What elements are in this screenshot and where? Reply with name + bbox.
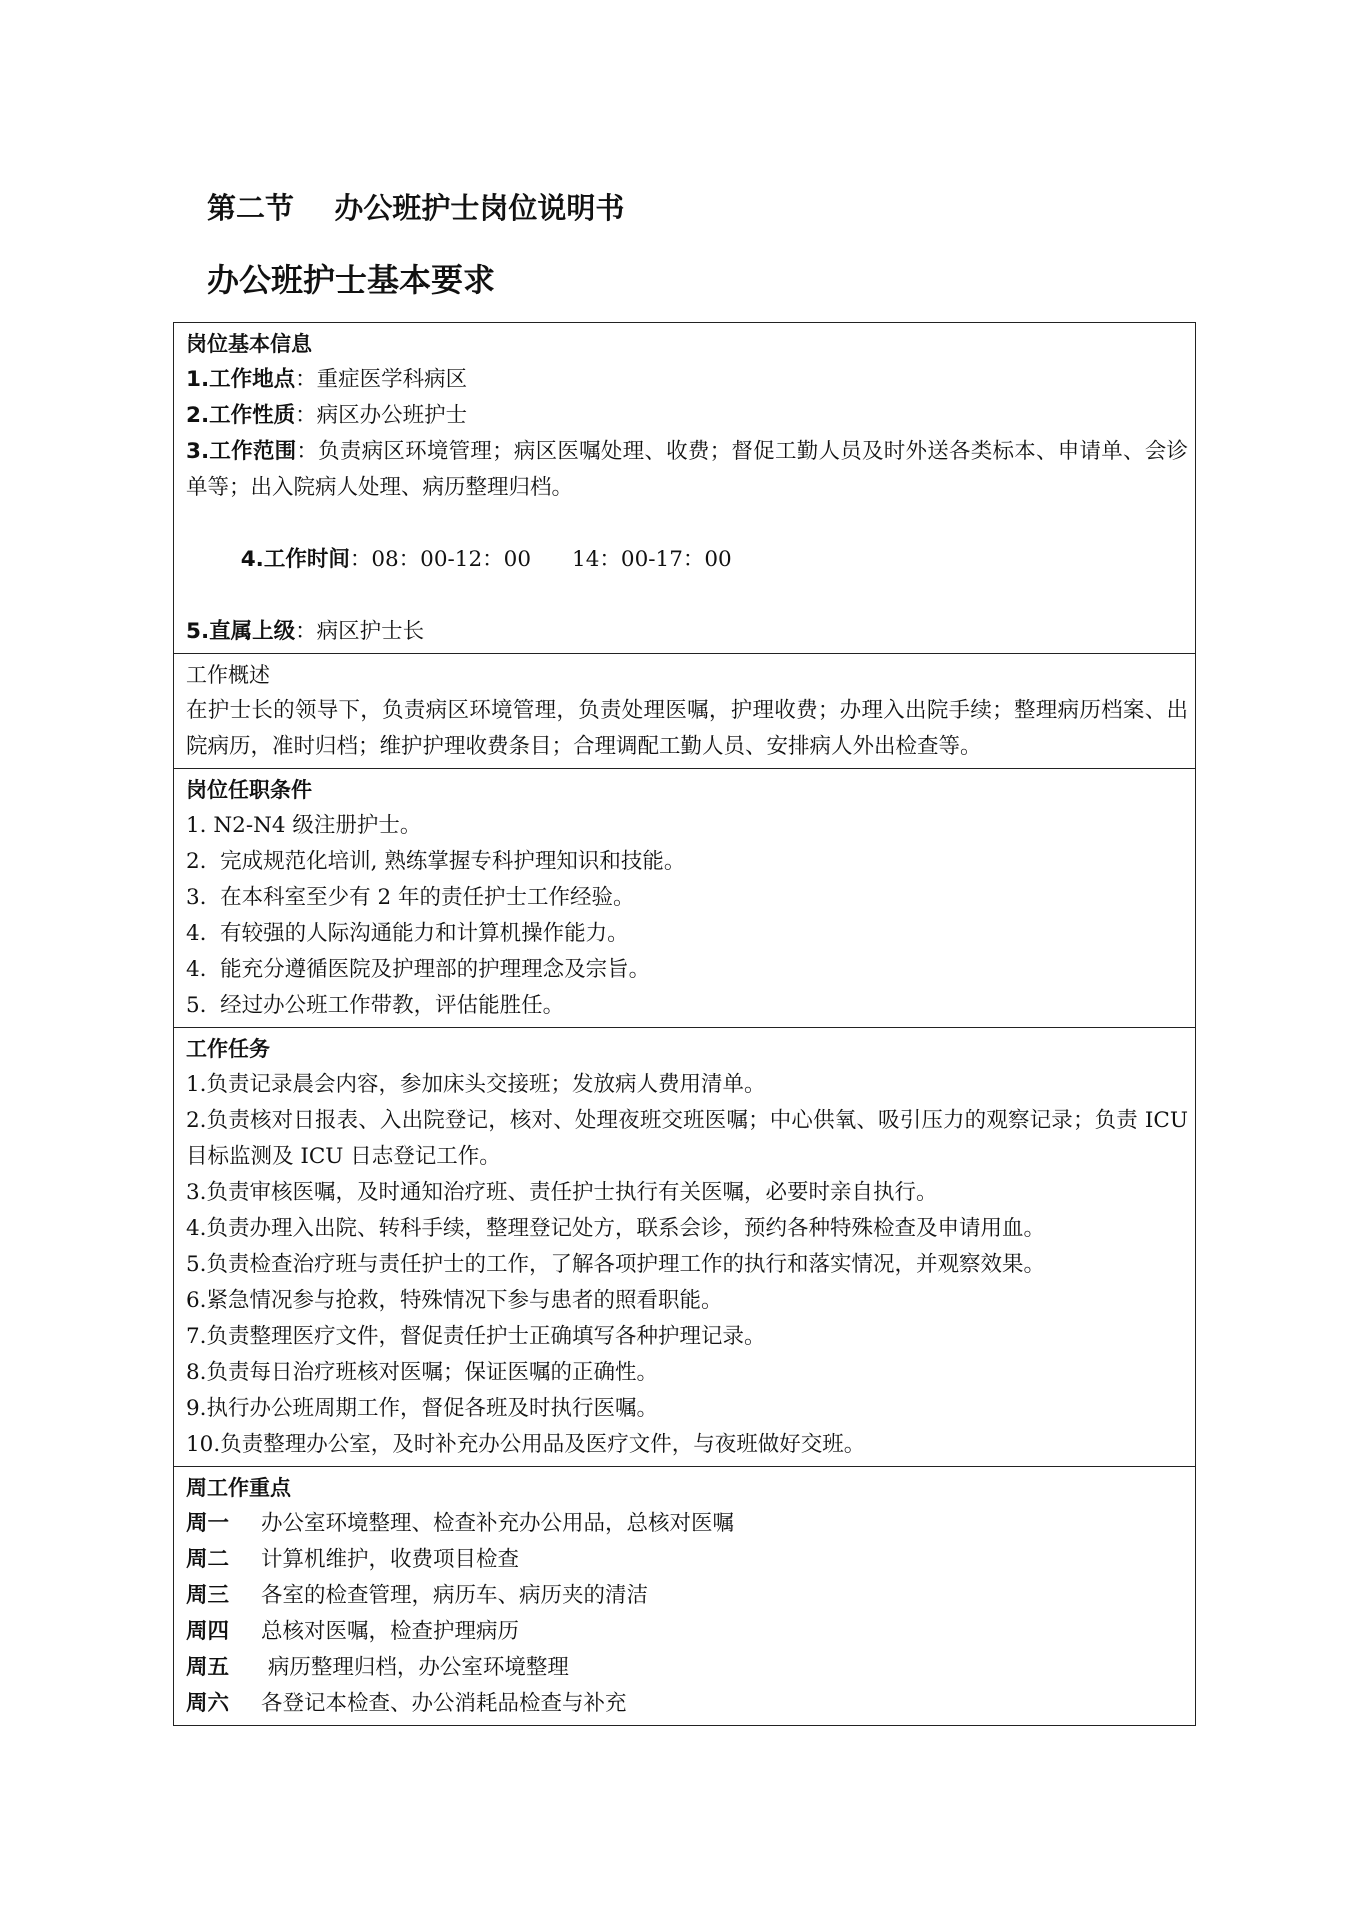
weekday-label: 周五 [186,1655,230,1680]
qualification-item: 4. 能充分遵循医院及护理部的护理理念及宗旨。 [186,957,651,982]
qualifications-heading: 岗位任职条件 [186,778,312,802]
weekday-label: 周一 [186,1511,230,1536]
basic-info-cell [174,323,1195,654]
info-value: ：重症医学科病区 [295,367,468,392]
task-item: 8.负责每日治疗班核对医嘱；保证医嘱的正确性。 [186,1360,659,1385]
info-label: 4.工作时间 [240,547,350,572]
info-value: ：病区护士长 [295,619,425,644]
task-item: 7.负责整理医疗文件，督促责任护士正确填写各种护理记录。 [186,1324,766,1349]
overview-text: 在护士长的领导下，负责病区环境管理，负责处理医嘱，护理收费；办理入出院手续；整理病历档案、出院病历，准时归档；维护护理收费条目；合理调配工勤人员、安排病人外出检查等。 [186,698,1188,759]
weekday-task: 各登记本检查、办公消耗品检查与补充 [261,1691,627,1716]
qualification-item: 2. 完成规范化培训, 熟练掌握专科护理知识和技能。 [186,849,686,874]
weekday-task: 办公室环境整理、检查补充办公用品，总核对医嘱 [261,1511,735,1536]
section-title: 第二节 办公班护士岗位说明书 [207,191,625,225]
info-row-nature [186,398,1188,434]
tasks-heading: 工作任务 [186,1037,270,1061]
basic-info-heading: 岗位基本信息 [186,332,312,356]
tasks-cell [174,1028,1195,1467]
overview-heading: 工作概述 [186,663,270,687]
requirements-table [173,322,1196,1726]
info-row-scope [186,434,1188,506]
weekday-task: 总核对医嘱，检查护理病历 [261,1619,520,1644]
weekday-label: 周三 [186,1583,230,1608]
qualification-item: 1. N2-N4 级注册护士。 [186,813,422,838]
overview-cell [174,654,1195,769]
weekday-task: 病历整理归档，办公室环境整理 [261,1655,569,1680]
weekly-row [186,1686,1188,1722]
qualification-item: 5. 经过办公班工作带教，评估能胜任。 [186,993,565,1018]
qualification-item: 3. 在本科室至少有 2 年的责任护士工作经验。 [186,885,635,910]
weekly-row [186,1542,1188,1578]
info-value: ：08：00-12：00 14：00-17：00 [349,547,732,572]
info-row-hours [186,506,1188,614]
weekly-row [186,1650,1188,1686]
weekday-label: 周四 [186,1619,230,1644]
weekly-row [186,1506,1188,1542]
weekday-task: 计算机维护，收费项目检查 [261,1547,520,1572]
info-label: 1.工作地点 [186,367,296,392]
weekday-label: 周六 [186,1691,230,1716]
qualification-item: 4. 有较强的人际沟通能力和计算机操作能力。 [186,921,629,946]
weekly-row [186,1578,1188,1614]
task-item: 9.执行办公班周期工作，督促各班及时执行医嘱。 [186,1396,659,1421]
task-item: 2.负责核对日报表、入出院登记，核对、处理夜班交班医嘱；中心供氧、吸引压力的观察记录；负责 ICU 目标监测及 ICU 日志登记工作。 [186,1108,1188,1169]
weekly-cell [174,1467,1195,1725]
info-row-supervisor [186,614,1188,650]
sub-title: 办公班护士基本要求 [207,261,496,299]
info-value: ：病区办公班护士 [295,403,468,428]
task-item: 10.负责整理办公室，及时补充办公用品及医疗文件，与夜班做好交班。 [186,1432,866,1457]
info-label: 2.工作性质 [186,403,296,428]
qualifications-cell [174,769,1195,1028]
weekly-heading: 周工作重点 [186,1476,291,1500]
task-item: 6.紧急情况参与抢救，特殊情况下参与患者的照看职能。 [186,1288,723,1313]
task-item: 3.负责审核医嘱，及时通知治疗班、责任护士执行有关医嘱，必要时亲自执行。 [186,1180,938,1205]
info-row-location [186,362,1188,398]
info-value: ：负责病区环境管理；病区医嘱处理、收费；督促工勤人员及时外送各类标本、申请单、会诊单等；出入院病人处理、病历整理归档。 [186,439,1188,500]
weekly-row [186,1614,1188,1650]
task-item: 4.负责办理入出院、转科手续，整理登记处方，联系会诊，预约各种特殊检查及申请用血。 [186,1216,1046,1241]
task-item: 5.负责检查治疗班与责任护士的工作，了解各项护理工作的执行和落实情况，并观察效果。 [186,1252,1046,1277]
info-label: 3.工作范围 [186,439,297,464]
weekday-task: 各室的检查管理，病历车、病历夹的清洁 [261,1583,649,1608]
task-item: 1.负责记录晨会内容，参加床头交接班；发放病人费用清单。 [186,1072,766,1097]
info-label: 5.直属上级 [186,619,296,644]
weekday-label: 周二 [186,1547,230,1572]
